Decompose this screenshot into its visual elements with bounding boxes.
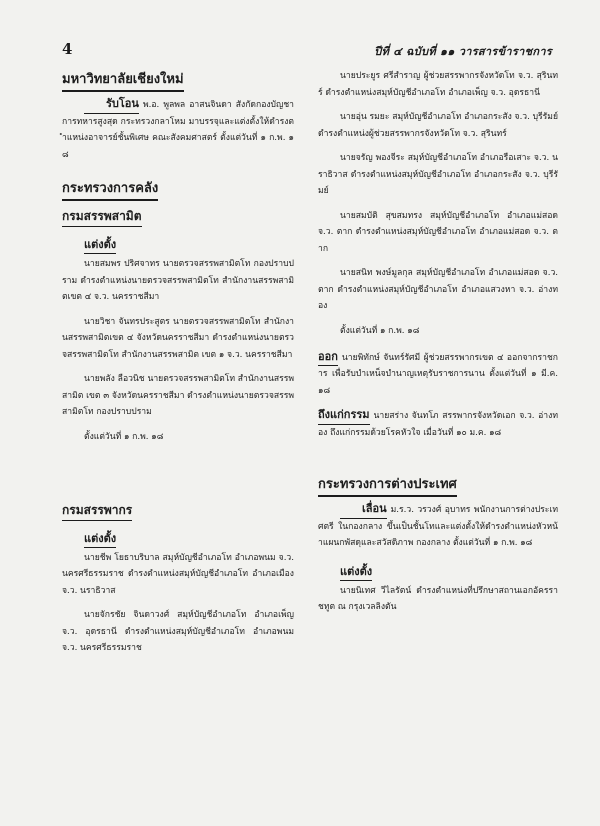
- keyword-deceased: ถึงแก่กรรม: [318, 407, 370, 425]
- retirement-text: นายพิทักษ์ จันทร์รัศมี ผู้ช่วยสรรพากรเขต ๔ ออกจากราชการ เพื่อรับบำเหน็จบำนาญเหตุรับราชการนาน ตั้งแต่วันที่ ๑ มี.ค. ๑๘: [318, 352, 558, 396]
- deceased-text: นายสร่าง จันทโภ สรรพากรจังหวัดเอก จ.ว. อ่างทอง ถึงแก่กรรมด้วยโรคหัวใจ เมื่อวันที่ ๑๐ ม.ค. ๑๘: [318, 411, 558, 438]
- section-title-ministry-of-finance: กระทรวงการคลัง: [62, 177, 158, 201]
- promotion-paragraph: [318, 501, 558, 552]
- revenue-paragraph-5: นายจรัญ พองจีระ สมุห์บัญชีอำเภอโท อำเภอรือเสาะ จ.ว. นราธิวาส ดำรงตำแหน่งสมุห์บัญชีอำเภอโท อำเภอกระสัง จ.ว. บุรีรัมย์: [318, 153, 558, 196]
- section-title-chiang-mai-university: มหาวิทยาลัยเชียงใหม่: [62, 68, 184, 92]
- transfer-text: พ.อ. พูลพล อาสนจินดา สังกัดกองบัญชาการทหารสูงสุด กระทรวงกลาโหม มาบรรจุและแต่งตั้งให้ดำรงตำแหน่งอาจารย์ชั้นพิเศษ คณะสังคมศาสตร์ ตั้งแต่วันที่ ๑ ก.พ. ๑๘: [62, 100, 294, 160]
- retirement-paragraph: [318, 349, 558, 400]
- transfer-paragraph: [62, 96, 294, 163]
- left-column: [62, 68, 294, 665]
- revenue-paragraph-4: นายอุ่น รมยะ สมุห์บัญชีอำเภอโท อำเภอกระสัง จ.ว. บุรีรัมย์ ดำรงตำแหน่งผู้ช่วยสรรพากรจังหวัดโท จ.ว. สุรินทร์: [318, 112, 558, 139]
- revenue-paragraph-1: นายชีพ โยธาบริบาล สมุห์บัญชีอำเภอโท อำเภอพนม จ.ว. นครศรีธรรมราช ดำรงตำแหน่งสมุห์บัญชีอำเภอโท อำเภอเมือง จ.ว. นราธิวาส: [62, 552, 294, 596]
- revenue-paragraph-2: นายจักรชัย จินดาวงศ์ สมุห์บัญชีอำเภอโท อำเภอเพ็ญ จ.ว. อุดรธานี ดำรงตำแหน่งสมุห์บัญชีอำเภอโท อำเภอพนม จ.ว. นครศรีธรรมราช: [62, 610, 294, 653]
- revenue-paragraph-6: นายสมบัติ สุขสมทรง สมุห์บัญชีอำเภอโท อำเภอแม่สอด จ.ว. ตาก ดำรงตำแหน่งสมุห์บัญชีอำเภอโท อำเภอแม่สอด จ.ว. ตาก: [318, 210, 558, 254]
- keyword-transfer: รับโอน: [84, 96, 139, 114]
- issue-header: ปีที่ ๔ ฉบับที่ ๑๑ วารสารข้าราชการ: [374, 45, 552, 58]
- deceased-paragraph: [318, 407, 558, 441]
- department-revenue: กรมสรรพากร: [62, 501, 132, 521]
- excise-paragraph-3: นายพลัง ลือวนิช นายตรวจสรรพสามิตโท สำนักงานสรรพสามิต เขต ๓ จังหวัดนครราชสีมา ดำรงตำแหน่งนายตรวจสรรพสามิตโท กองปราบปราม: [62, 374, 294, 417]
- keyword-appoint-foreign: แต่งตั้ง: [340, 562, 372, 581]
- keyword-promote: เลื่อน: [340, 501, 387, 519]
- revenue-paragraph-7: นายสนิท พงษ์มูลกุล สมุห์บัญชีอำเภอโท อำเภอแม่สอด จ.ว. ตาก ดำรงตำแหน่งสมุห์บัญชีอำเภอโท อำเภอแสวงหา จ.ว. อ่างทอง: [318, 268, 558, 311]
- revenue-effective-date: ตั้งแต่วันที่ ๑ ก.พ. ๑๘: [340, 325, 420, 336]
- foreign-appointment-paragraph: นายนิเทศ วีไลรัตน์ ดำรงตำแหน่งที่ปรึกษาสถานเอกอัครราชทูต ณ กรุงเวลลิงตัน: [318, 585, 558, 612]
- keyword-appoint-excise: แต่งตั้ง: [84, 235, 116, 254]
- revenue-paragraph-3: นายประยูร ศรีสำราญ ผู้ช่วยสรรพากรจังหวัดโท จ.ว. สุรินทร์ ดำรงตำแหน่งสมุห์บัญชีอำเภอโท อำเภอเพ็ญ จ.ว. อุดรธานี: [318, 71, 558, 98]
- department-excise: กรมสรรพสามิต: [62, 207, 142, 227]
- promotion-text: ม.ร.ว. วรวงศ์ อุบาทร พนักงานการต่างประเทศตรี ในกองกลาง ขึ้นเป็นชั้นโทและแต่งตั้งให้ดำรงตำแหน่งหัวหน้าแผนกพัสดุและสวัสดิภาพ กองกลาง ตั้งแต่วันที่ ๑ ก.พ. ๑๘: [318, 505, 558, 548]
- right-column: [318, 68, 558, 624]
- section-title-foreign-affairs: กระทรวงการต่างประเทศ: [318, 473, 457, 497]
- keyword-appoint-revenue: แต่งตั้ง: [84, 529, 116, 548]
- excise-paragraph-1: นายสมพร ปริศจาทร นายตรวจสรรพสามิตโท กองปราบปราม ดำรงตำแหน่งนายตรวจสรรพสามิตโท สำนักงานสรรพสามิตเขต ๔ จ.ว. นครราชสีมา: [62, 259, 294, 302]
- page-number: 4: [62, 40, 73, 58]
- excise-effective-date: ตั้งแต่วันที่ ๑ ก.พ. ๑๘: [84, 431, 164, 442]
- keyword-retire: ออก: [318, 349, 338, 367]
- excise-paragraph-2: นายวิชา จันทรประสูตร นายตรวจสรรพสามิตโท สำนักงานสรรพสามิตเขต ๔ จังหวัดนครราชสีมา ดำรงตำแหน่งนายตรวจสรรพสามิตโท สำนักงานสรรพสามิต เขต ๑ จ.ว. นครราชสีมา: [62, 316, 294, 360]
